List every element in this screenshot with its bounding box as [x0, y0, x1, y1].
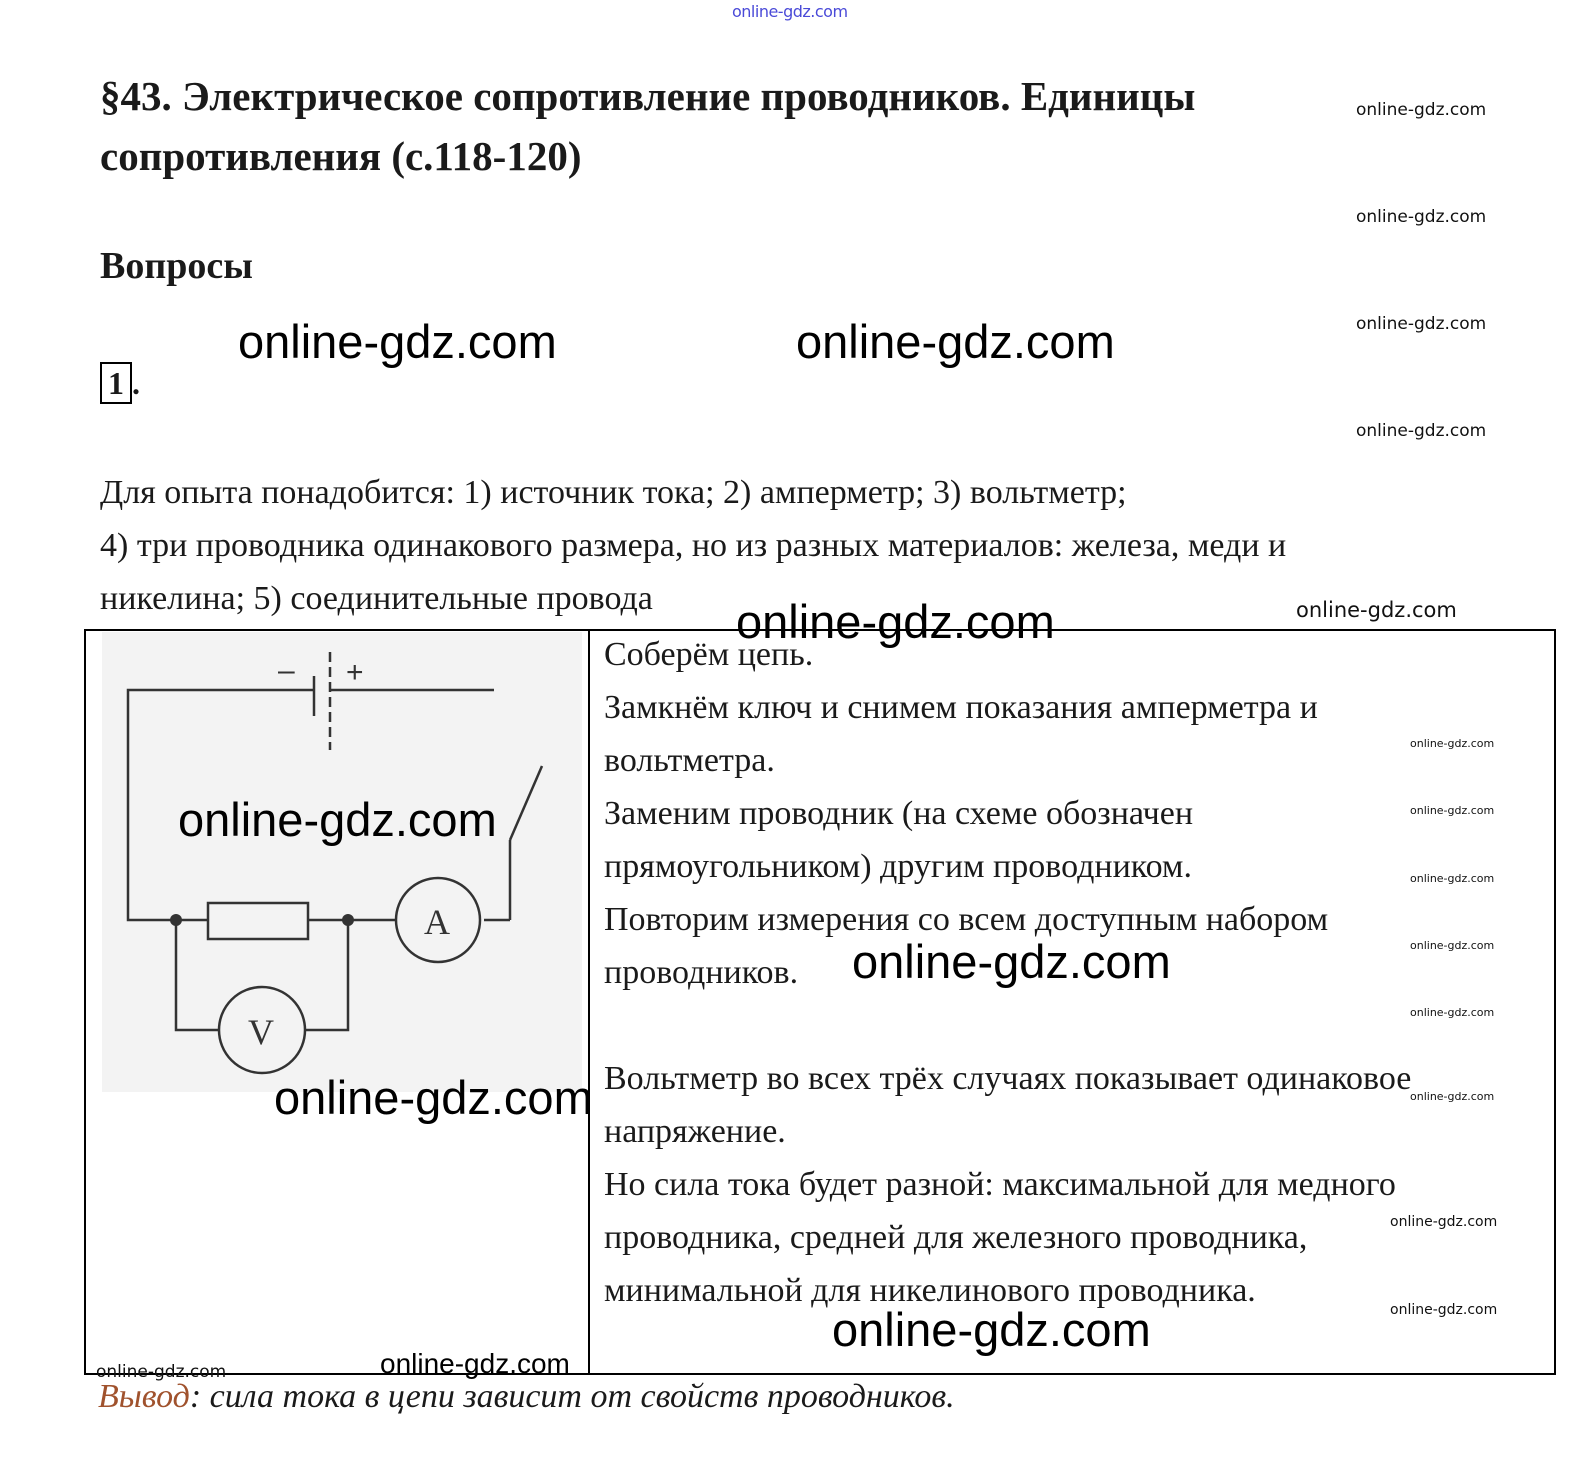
intro-line: 4) три проводника одинакового размера, но из разных материалов: железа, меди и: [100, 527, 1287, 564]
result-line: Вольтметр во всех трёх случаях показывает одинаковое: [604, 1060, 1412, 1097]
result-line: минимальной для никелинового проводника.: [604, 1272, 1256, 1309]
watermark: online-gdz.com: [96, 1362, 227, 1382]
circuit-diagram: [102, 632, 582, 1092]
intro-line: Для опыта понадобится: 1) источник тока; 2) амперметр; 3) вольтметр;: [100, 474, 1127, 511]
resistor: [208, 903, 308, 939]
step-line: проводников.: [604, 954, 799, 991]
watermark: online-gdz.com: [178, 793, 497, 846]
intro-line: никелина; 5) соединительные провода: [100, 580, 653, 617]
step-line: вольтметра.: [604, 742, 775, 779]
watermark: online-gdz.com: [274, 1071, 593, 1124]
step-line: Повторим измерения со всем доступным набором: [604, 901, 1329, 938]
watermark: online-gdz.com: [1356, 100, 1487, 120]
watermark: online-gdz.com: [380, 1348, 570, 1379]
node-right: [342, 914, 354, 926]
watermark: online-gdz.com: [1296, 598, 1457, 622]
ammeter-label: A: [424, 902, 450, 942]
watermark: online-gdz.com: [1356, 421, 1487, 441]
watermark: online-gdz.com: [1410, 737, 1495, 750]
battery-plus-label: +: [346, 656, 364, 689]
voltmeter-label: V: [248, 1012, 274, 1052]
step-line: прямоугольником) другим проводником.: [604, 848, 1192, 885]
watermark: online-gdz.com: [1410, 1006, 1495, 1019]
conclusion-label: Вывод: [98, 1378, 190, 1415]
watermark: online-gdz.com: [1410, 804, 1495, 817]
node-left: [170, 914, 182, 926]
switch-lever: [510, 766, 542, 840]
step-line: Соберём цепь.: [604, 636, 814, 673]
step-line: Заменим проводник (на схеме обозначен: [604, 795, 1194, 832]
result-line: Но сила тока будет разной: максимальной для медного: [604, 1166, 1396, 1203]
watermark: online-gdz.com: [1356, 314, 1487, 334]
wire-volt-right: [306, 920, 348, 1030]
question-number-suffix: .: [132, 365, 140, 401]
step-line: Замкнём ключ и снимем показания амперметра и: [604, 689, 1318, 726]
watermark: online-gdz.com: [832, 1303, 1151, 1356]
result-line: проводника, средней для железного проводника,: [604, 1219, 1308, 1256]
watermark: online-gdz.com: [1410, 939, 1495, 952]
watermark: online-gdz.com: [1390, 1302, 1498, 1318]
paragraph-gap: [604, 999, 1544, 1052]
watermark: online-gdz.com: [1390, 1214, 1498, 1230]
circuit-svg: [102, 632, 582, 1092]
watermark: online-gdz.com: [1356, 207, 1487, 227]
section-heading: Вопросы: [100, 245, 253, 287]
wire-volt-left: [176, 920, 218, 1030]
result-line: напряжение.: [604, 1113, 786, 1150]
battery-minus-label: –: [278, 654, 295, 687]
conclusion-text: : сила тока в цепи зависит от свойств проводников.: [189, 1378, 955, 1415]
question-number-box: 1: [100, 362, 132, 404]
watermark: online-gdz.com: [796, 315, 1115, 368]
watermark: online-gdz.com: [1410, 1090, 1495, 1103]
watermark: online-gdz.com: [852, 935, 1171, 988]
page-title: §43. Электрическое сопротивление проводников. Единицы сопротивления (с.118-120): [100, 73, 1196, 179]
question-number: [100, 362, 140, 404]
table-divider: [588, 629, 590, 1375]
watermark: online-gdz.com: [1410, 872, 1495, 885]
conclusion: [98, 1378, 955, 1416]
watermark: online-gdz.com: [736, 595, 1055, 648]
watermark: online-gdz.com: [238, 315, 557, 368]
top-watermark: online-gdz.com: [732, 2, 848, 21]
